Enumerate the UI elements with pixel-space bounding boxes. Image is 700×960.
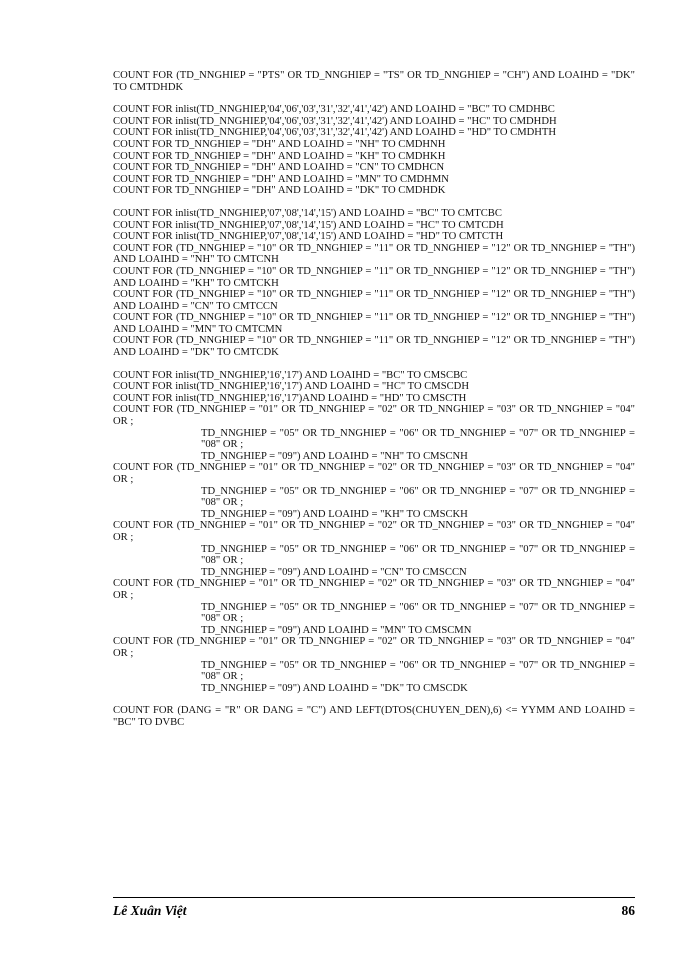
code-line: COUNT FOR inlist(TD_NNGHIEP,'16','17') AND LOAIHD = "HC" TO CMSCDH (113, 381, 469, 393)
footer-divider (113, 897, 635, 898)
code-line: COUNT FOR TD_NNGHIEP = "DH" AND LOAIHD = "KH" TO CMDHKH (113, 150, 446, 162)
code-line: COUNT FOR (TD_NNGHIEP = "10" OR TD_NNGHIEP = "11" OR TD_NNGHIEP = "12" OR TD_NNGHIEP = "TH") AND LOAIHD = "NH" TO CMTCNH (113, 242, 635, 266)
code-line: COUNT FOR inlist(TD_NNGHIEP,'07','08','14','15') AND LOAIHD = "HC" TO CMTCDH (113, 219, 504, 231)
code-line: COUNT FOR TD_NNGHIEP = "DH" AND LOAIHD = "CN" TO CMDHCN (113, 162, 445, 174)
code-line: COUNT FOR (DANG = "R" OR DANG = "C") AND LEFT(DTOS(CHUYEN_DEN),6) <= YYMM AND LOAIHD = "BC" TO DVBC (113, 705, 635, 728)
code-line: TD_NNGHIEP = "05" OR TD_NNGHIEP = "06" OR TD_NNGHIEP = "07" OR TD_NNGHIEP = "08" OR ; (201, 485, 635, 509)
code-line: COUNT FOR (TD_NNGHIEP = "PTS" OR TD_NNGHIEP = "TS" OR TD_NNGHIEP = "CH") AND LOAIHD = "DK" TO CMTDHDK (113, 70, 635, 93)
footer-author: Lê Xuân Việt (113, 903, 187, 918)
code-line: TD_NNGHIEP = "05" OR TD_NNGHIEP = "06" OR TD_NNGHIEP = "07" OR TD_NNGHIEP = "08" OR ; (201, 659, 635, 683)
code-line: TD_NNGHIEP = "09") AND LOAIHD = "MN" TO CMSCMN (201, 624, 472, 636)
code-line: COUNT FOR TD_NNGHIEP = "DH" AND LOAIHD = "NH" TO CMDHNH (113, 138, 446, 150)
code-line: TD_NNGHIEP = "05" OR TD_NNGHIEP = "06" OR TD_NNGHIEP = "07" OR TD_NNGHIEP = "08" OR ; (201, 543, 635, 567)
code-line: COUNT FOR inlist(TD_NNGHIEP,'16','17')AND LOAIHD = "HD" TO CMSCTH (113, 392, 467, 404)
page-number: 86 (621, 903, 635, 918)
code-line: COUNT FOR inlist(TD_NNGHIEP,'04','06','03','31','32','41','42') AND LOAIHD = "BC" TO CMDHBC (113, 104, 555, 116)
code-line: TD_NNGHIEP = "05" OR TD_NNGHIEP = "06" OR TD_NNGHIEP = "07" OR TD_NNGHIEP = "08" OR ; (201, 601, 635, 625)
code-line: COUNT FOR inlist(TD_NNGHIEP,'04','06','03','31','32','41','42') AND LOAIHD = "HD" TO CMDHTH (113, 127, 557, 139)
code-line: COUNT FOR inlist(TD_NNGHIEP,'16','17') AND LOAIHD = "BC" TO CMSCBC (113, 369, 468, 381)
code-line: COUNT FOR inlist(TD_NNGHIEP,'04','06','03','31','32','41','42') AND LOAIHD = "HC" TO CMDHDH (113, 115, 557, 127)
code-line: COUNT FOR (TD_NNGHIEP = "01" OR TD_NNGHIEP = "02" OR TD_NNGHIEP = "03" OR TD_NNGHIEP = "04" OR ; (113, 578, 635, 601)
code-line: COUNT FOR (TD_NNGHIEP = "10" OR TD_NNGHIEP = "11" OR TD_NNGHIEP = "12" OR TD_NNGHIEP = "TH") AND LOAIHD = "KH" TO CMTCKH (113, 265, 635, 289)
code-line: TD_NNGHIEP = "09") AND LOAIHD = "CN" TO CMSCCN (201, 566, 467, 578)
code-line: COUNT FOR (TD_NNGHIEP = "10" OR TD_NNGHIEP = "11" OR TD_NNGHIEP = "12" OR TD_NNGHIEP = "TH") AND LOAIHD = "DK" TO CMTCDK (113, 335, 635, 359)
code-line: COUNT FOR inlist(TD_NNGHIEP,'07','08','14','15') AND LOAIHD = "HD" TO CMTCTH (113, 231, 504, 243)
code-line: COUNT FOR inlist(TD_NNGHIEP,'07','08','14','15') AND LOAIHD = "BC" TO CMTCBC (113, 207, 502, 219)
code-line: COUNT FOR (TD_NNGHIEP = "01" OR TD_NNGHIEP = "02" OR TD_NNGHIEP = "03" OR TD_NNGHIEP = "04" OR ; (113, 462, 635, 485)
code-line: COUNT FOR (TD_NNGHIEP = "01" OR TD_NNGHIEP = "02" OR TD_NNGHIEP = "03" OR TD_NNGHIEP = "04" OR ; (113, 404, 635, 428)
code-line: COUNT FOR (TD_NNGHIEP = "10" OR TD_NNGHIEP = "11" OR TD_NNGHIEP = "12" OR TD_NNGHIEP = "TH") AND LOAIHD = "CN" TO CMTCCN (113, 289, 635, 312)
code-line: TD_NNGHIEP = "09") AND LOAIHD = "NH" TO CMSCNH (201, 450, 468, 462)
code-line: COUNT FOR (TD_NNGHIEP = "01" OR TD_NNGHIEP = "02" OR TD_NNGHIEP = "03" OR TD_NNGHIEP = "04" OR ; (113, 520, 635, 543)
code-line: TD_NNGHIEP = "05" OR TD_NNGHIEP = "06" OR TD_NNGHIEP = "07" OR TD_NNGHIEP = "08" OR ; (201, 427, 635, 451)
code-line: COUNT FOR (TD_NNGHIEP = "10" OR TD_NNGHIEP = "11" OR TD_NNGHIEP = "12" OR TD_NNGHIEP = "TH") AND LOAIHD = "MN" TO CMTCMN (113, 312, 635, 335)
code-line: COUNT FOR (TD_NNGHIEP = "01" OR TD_NNGHIEP = "02" OR TD_NNGHIEP = "03" OR TD_NNGHIEP = "04" OR ; (113, 636, 635, 659)
code-line: TD_NNGHIEP = "09") AND LOAIHD = "DK" TO CMSCDK (201, 682, 468, 694)
code-line: TD_NNGHIEP = "09") AND LOAIHD = "KH" TO CMSCKH (201, 508, 468, 520)
code-line: COUNT FOR TD_NNGHIEP = "DH" AND LOAIHD = "MN" TO CMDHMN (113, 173, 449, 185)
code-listing (113, 70, 635, 728)
code-line: COUNT FOR TD_NNGHIEP = "DH" AND LOAIHD = "DK" TO CMDHDK (113, 185, 446, 197)
